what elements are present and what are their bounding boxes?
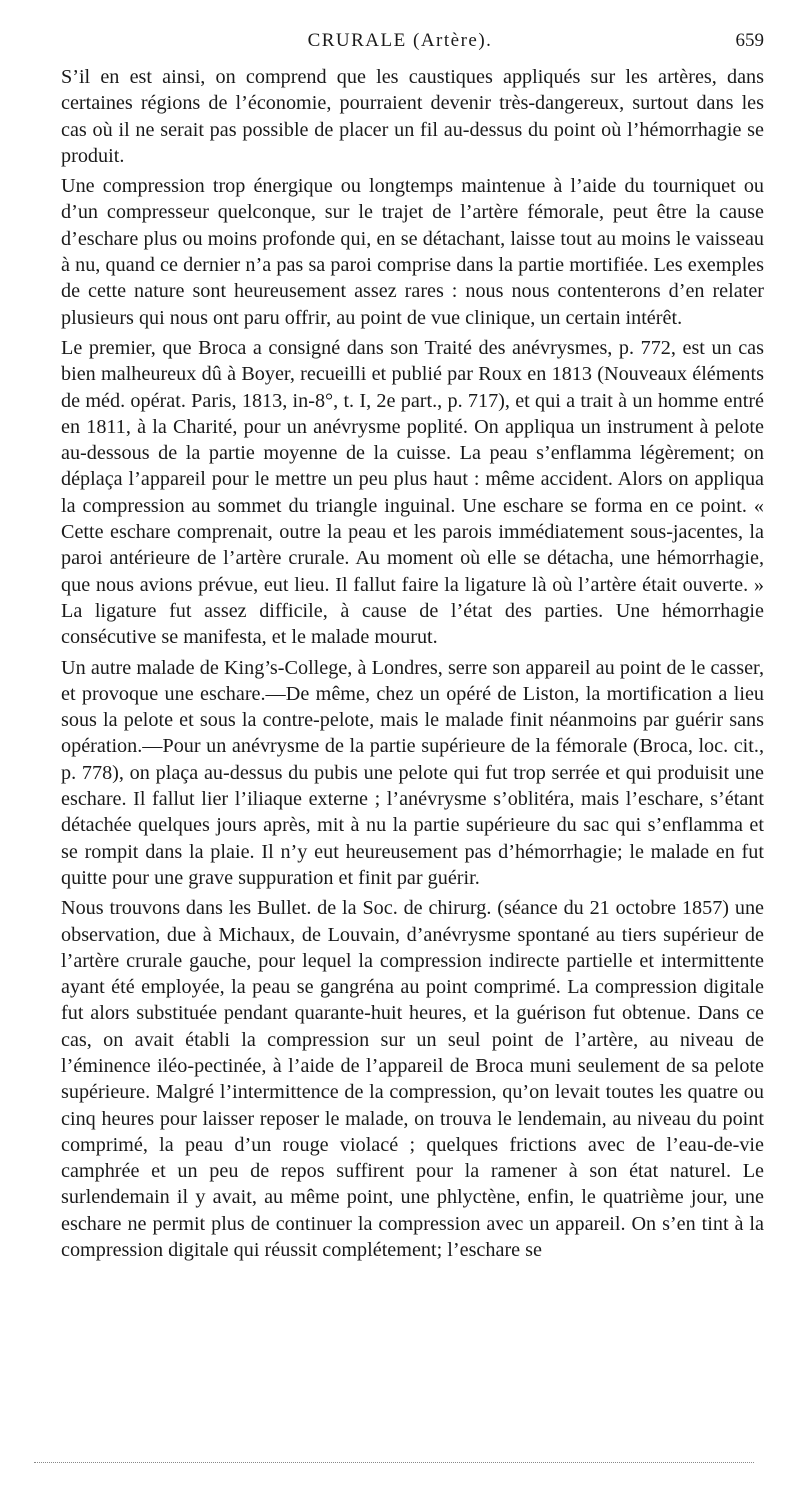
running-head-title: CRURALE (Artère).: [307, 30, 493, 51]
paragraph-2: Une compression trop énergique ou longtemps maintenue à l’aide du tourniquet ou d’un compresseur quelconque, sur le trajet de l’artère fémorale, peut être la cause d’eschare plus ou moins profonde qui, en se détachant, laisse tout au moins le vaisseau à nu, quand ce dernier n’a pas sa paroi comprise dans la partie mortifiée. Les exemples de cette nature sont heureusement assez rares : nous nous contenterons d’en relater plusieurs qui nous ont paru offrir, au point de vue clinique, un certain intérêt.: [61, 175, 764, 329]
paragraph-3: Le premier, que Broca a consigné dans son Traité des anévrysmes, p. 772, est un cas bien malheureux dû à Boyer, recueilli et publié par Roux en 1813 (Nouveaux éléments de méd. opérat. Paris, 1813, in-8°, t. I, 2e part., p. 717), et qui a trait à un homme entré en 1811, à la Charité, pour un anévrysme poplité. On appliqua un instrument à pelote au-dessous de la partie moyenne de la cuisse. La peau s’enflamma légèrement; on déplaça l’appareil pour le mettre un peu plus haut : même accident. Alors on appliqua la compression au sommet du triangle inguinal. Une eschare se forma en ce point. « Cette eschare comprenait, outre la peau et les parois immédiatement sous-jacentes, la paroi antérieure de l’artère crurale. Au moment où elle se détacha, une hémorrhagie, que nous avions prévue, eut lieu. Il fallut faire la ligature là où l’artère était ouverte. » La ligature fut assez difficile, à cause de l’état des parties. Une hémorrhagie consécutive se manifesta, et le malade mourut.: [61, 336, 764, 649]
running-head: [0, 30, 800, 60]
bottom-rule: [34, 1462, 754, 1463]
page-number: 659: [735, 30, 764, 51]
paragraph-1: S’il en est ainsi, on comprend que les caustiques appliqués sur les artères, dans certaines régions de l’économie, pourraient devenir très-dangereux, surtout dans les cas où il ne serait pas possible de placer un fil au-dessus du point où l’hémorrhagie se produit.: [61, 66, 764, 167]
body-text: [61, 64, 764, 1267]
paragraph-4: Un autre malade de King’s-College, à Londres, serre son appareil au point de le casser, et provoque une eschare.—De même, chez un opéré de Liston, la mortification a lieu sous la pelote et sous la contre-pelote, mais le malade finit néanmoins par guérir sans opération.—Pour un anévrysme de la partie supérieure de la fémorale (Broca, loc. cit., p. 778), on plaça au-dessus du pubis une pelote qui fut trop serrée et qui produisit une eschare. Il fallut lier l’iliaque externe ; l’anévrysme s’oblitéra, mais l’eschare, s’étant détachée quelques jours après, mit à nu la partie supérieure du sac qui s’enflamma et se rompit dans la plaie. Il n’y eut heureusement pas d’hémorrhagie; le malade en fut quitte pour une grave suppuration et finit par guérir.: [61, 656, 764, 889]
paragraph-5: Nous trouvons dans les Bullet. de la Soc. de chirurg. (séance du 21 octobre 1857) une observation, due à Michaux, de Louvain, d’anévrysme spontané au tiers supérieur de l’artère crurale gauche, pour lequel la compression indirecte partielle et intermittente ayant été employée, la peau se gangréna au point comprimé. La compression digitale fut alors substituée pendant quarante-huit heures, et la guérison fut obtenue. Dans ce cas, on avait établi la compression sur un seul point de l’artère, au niveau de l’éminence iléo-pectinée, à l’aide de l’appareil de Broca muni seulement de sa pelote supérieure. Malgré l’intermittence de la compression, qu’on levait toutes les quatre ou cinq heures pour laisser reposer le malade, on trouva le lendemain, au niveau du point comprimé, la peau d’un rouge violacé ; quelques frictions avec de l’eau-de-vie camphrée et un peu de repos suffirent pour la ramener à son état naturel. Le surlendemain il y avait, au même point, une phlyctène, enfin, le quatrième jour, une eschare ne permit plus de continuer la compression avec un appareil. On s’en tint à la compression digitale qui réussit complétement; l’eschare se: [61, 897, 764, 1262]
